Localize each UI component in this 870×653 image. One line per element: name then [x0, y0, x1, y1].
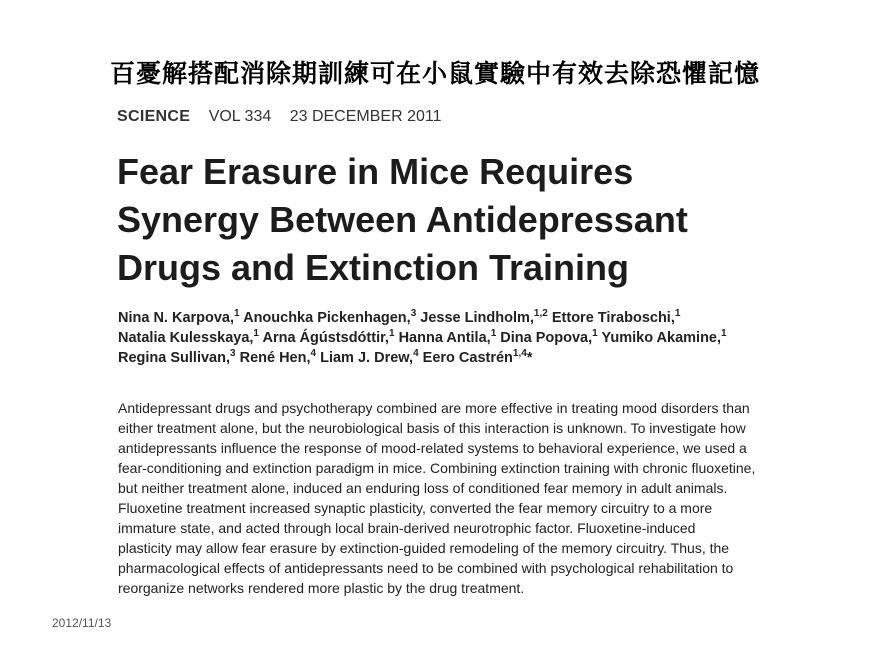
journal-name: SCIENCE: [117, 108, 191, 125]
abstract-line: immature state, and acted through local brain-derived neurotrophic factor. Fluoxetine-induced: [118, 520, 696, 536]
author: [118, 330, 259, 346]
abstract-line: reorganize networks rendered more plastic by the drug treatment.: [118, 580, 525, 596]
abstract-line: pharmacological effects of antidepressants need to be combined with psychological rehabilitation to: [118, 560, 734, 576]
author-name: Nina N. Karpova,: [118, 310, 235, 326]
abstract-line: Antidepressant drugs and psychotherapy combined are more effective in treating mood disorders than: [118, 400, 750, 416]
author-name: René Hen,: [239, 350, 311, 366]
author-name: Arna Ágústsdóttir,: [262, 330, 389, 346]
paper-title-line: Synergy Between Antidepressant: [117, 199, 688, 240]
author: [240, 350, 316, 366]
author-affiliation: 1: [674, 308, 681, 320]
author-affiliation: 1,4: [512, 348, 527, 360]
author: [118, 310, 240, 326]
paper-title-line: Drugs and Extinction Training: [117, 247, 630, 288]
author-name: Dina Popova,: [500, 330, 593, 346]
author-name: Jesse Lindholm,: [420, 310, 534, 326]
author-line: [118, 308, 818, 328]
author-list: [118, 308, 818, 368]
author-name: Regina Sullivan,: [118, 350, 230, 366]
author-line: [118, 328, 818, 348]
author-affiliation: 1: [253, 328, 259, 340]
abstract-line: but neither treatment alone, induced an enduring loss of conditioned fear memory in adult animals.: [118, 480, 728, 496]
author-affiliation: 1: [234, 308, 240, 320]
author: [552, 310, 681, 326]
author-affiliation: 1,2: [533, 308, 548, 320]
author-line: [118, 348, 818, 368]
author: [118, 350, 236, 366]
corresponding-author-mark: *: [526, 350, 533, 366]
author-name: Liam J. Drew,: [320, 350, 414, 366]
author-affiliation: 4: [310, 348, 317, 360]
author-affiliation: 1: [592, 328, 598, 340]
journal-volume: VOL 334: [208, 108, 272, 125]
abstract-line: either treatment alone, but the neurobiological basis of this interaction is unknown. To investigate how: [118, 420, 746, 436]
abstract-line: fear-conditioning and extinction paradigm in mice. Combining extinction training with chronic fluoxetine,: [118, 460, 756, 476]
author-affiliation: 1: [490, 328, 497, 340]
author: [423, 350, 533, 366]
author: [399, 330, 497, 346]
author-affiliation: 4: [413, 348, 419, 360]
author-name: Hanna Antila,: [398, 330, 491, 346]
author: [320, 350, 419, 366]
author-name: Eero Castrén: [422, 350, 513, 366]
author-name: Ettore Tiraboschi,: [551, 310, 675, 326]
slide-date: 2012/11/13: [52, 616, 112, 630]
abstract-line: Fluoxetine treatment increased synaptic plasticity, converted the fear memory circuitry to a more: [118, 500, 713, 516]
paper-title-line: Fear Erasure in Mice Requires: [117, 151, 634, 192]
slide-title: 百憂解搭配消除期訓練可在小鼠實驗中有效去除恐懼記憶: [109, 59, 760, 88]
paper-title: [117, 148, 817, 292]
author: [500, 330, 597, 346]
abstract-line: antidepressants influence the response of mood-related systems to behavioral experience, we used a: [118, 440, 747, 456]
author-affiliation: 3: [230, 348, 236, 360]
author: [243, 310, 416, 326]
author-name: Natalia Kulesskaya,: [118, 330, 254, 346]
author-affiliation: 1: [388, 328, 395, 340]
journal-header: [117, 108, 441, 126]
abstract-line: plasticity may allow fear erasure by extinction-guided remodeling of the memory circuitry. Thus, the: [118, 540, 730, 556]
abstract: [118, 398, 798, 598]
author: [420, 310, 548, 326]
author: [262, 330, 394, 346]
author-name: Anouchka Pickenhagen,: [243, 310, 411, 326]
journal-date: 23 DECEMBER 2011: [289, 108, 442, 125]
author: [601, 330, 726, 346]
author-affiliation: 1: [721, 328, 727, 340]
author-name: Yumiko Akamine,: [601, 330, 722, 346]
author-affiliation: 3: [410, 308, 417, 320]
